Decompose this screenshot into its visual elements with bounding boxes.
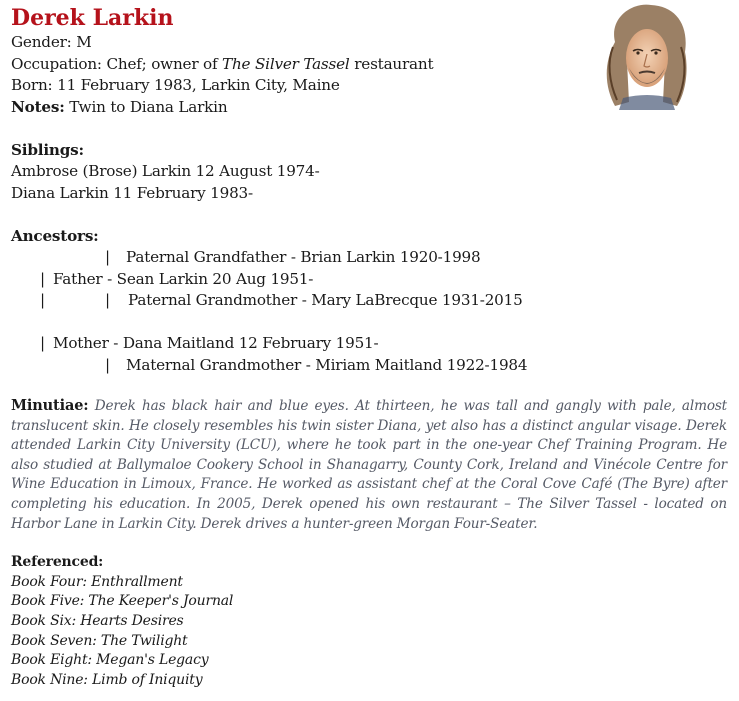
ancestor-text: Paternal Grandfather - Brian Larkin 1920-1998 (126, 248, 481, 266)
ancestor-text: Paternal Grandmother - Mary LaBrecque 1931-2015 (128, 291, 523, 309)
gender-label: Gender: (11, 33, 72, 51)
sibling-item: Diana Larkin 11 February 1983- (11, 183, 253, 202)
gender-value: M (76, 33, 92, 51)
tree-pipe: | (105, 248, 110, 266)
minutiae-paragraph (11, 396, 727, 534)
ancestor-paternal-grandfather (11, 247, 727, 269)
minutiae-label: Minutiae: (11, 397, 89, 414)
referenced-section (11, 553, 727, 690)
tree-pipe: | (40, 334, 45, 352)
character-name: Derek Larkin (11, 5, 174, 31)
notes-label: Notes: (11, 97, 65, 116)
siblings-heading: Siblings: (11, 140, 84, 159)
ancestor-paternal-grandmother (11, 290, 727, 312)
tree-pipe: | (40, 269, 45, 288)
portrait-sketch-icon (593, 2, 699, 110)
referenced-book: Book Eight: Megan's Legacy (11, 652, 209, 669)
referenced-book: Book Six: Hearts Desires (11, 612, 184, 629)
tree-pipe: | (105, 355, 110, 374)
referenced-heading: Referenced: (11, 554, 104, 571)
tree-pipe: | (105, 291, 110, 309)
ancestor-mother (11, 333, 727, 355)
sibling-item: Ambrose (Brose) Larkin 12 August 1974- (11, 162, 320, 180)
ancestor-text: Maternal Grandmother - Miriam Maitland 1922-1984 (126, 355, 528, 374)
referenced-book: Book Nine: Limb of Iniquity (11, 671, 203, 688)
ancestor-maternal-grandmother (11, 355, 727, 377)
referenced-book: Book Five: The Keeper's Journal (11, 593, 234, 610)
tree-pipe: | (40, 291, 45, 309)
minutiae-text: Derek has black hair and blue eyes. At thirteen, he was tall and gangly with pale, almost translucent skin. He closely resembles his twin sister Diana, yet also has a distinct angular visage. Derek attended Larkin City University (LCU), where he took part in the one-year Chef Training Program. He also studied at Ballymaloe Cookery School in Shanagarry, County Cork, Ireland and Vinécole Centre for Wine Education in Limoux, France. He worked as assistant chef at the Coral Cove Café (The Byre) after completing his education. In 2005, Derek opened his own restaurant – The Silver Tassel - located on Harbor Lane in Larkin City. Derek drives a hunter-green Morgan Four-Seater. (11, 398, 727, 532)
ancestor-text: Mother - Dana Maitland 12 February 1951- (53, 334, 379, 352)
referenced-book: Book Four: Enthrallment (11, 573, 183, 590)
occupation-value: Chef; owner of (106, 54, 218, 73)
born-value: 11 February 1983, Larkin City, Maine (57, 76, 340, 94)
referenced-book: Book Seven: The Twilight (11, 632, 188, 649)
ancestors-heading: Ancestors: (11, 226, 99, 245)
notes-value: Twin to Diana Larkin (69, 97, 228, 116)
ancestor-text: Father - Sean Larkin 20 Aug 1951- (53, 269, 314, 288)
restaurant-name: The Silver Tassel (222, 54, 350, 73)
occupation-label: Occupation: (11, 54, 102, 73)
born-label: Born: (11, 76, 53, 94)
occupation-suffix: restaurant (354, 54, 434, 73)
ancestor-father (11, 269, 727, 291)
